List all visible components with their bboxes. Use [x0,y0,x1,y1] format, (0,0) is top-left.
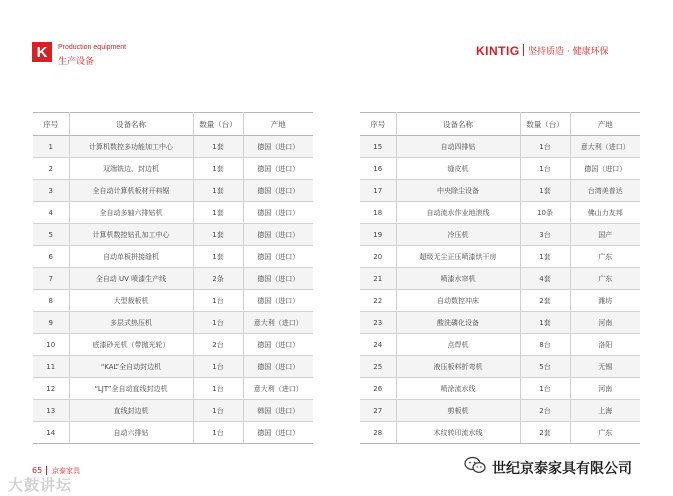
cell-equipment-name: 自动数控冲床 [396,290,520,312]
cell-quantity: 1台 [193,378,243,400]
cell-index: 2 [33,158,69,180]
wechat-icon [464,456,486,474]
table-row [33,246,313,268]
column-header-name: 设备名称 [396,113,520,136]
cell-origin: 德国（进口） [243,422,313,444]
cell-equipment-name: 自动单板拼接缝机 [69,246,193,268]
section-title-cn: 生产设备 [58,57,95,67]
table-row [360,158,640,180]
cell-quantity: 1台 [193,422,243,444]
cell-equipment-name: 自动六排钻 [69,422,193,444]
cell-index: 17 [360,180,396,202]
cell-equipment-name: 双端铣边、封边机 [69,158,193,180]
brand-slogan: 坚持质造 · 健康环保 [528,47,609,57]
cell-quantity: 1套 [193,202,243,224]
logo-letter: K [36,43,48,61]
table-row [360,356,640,378]
cell-index: 21 [360,268,396,290]
cell-quantity: 10条 [520,202,570,224]
table-header-row [360,113,640,136]
cell-equipment-name: 冷压机 [396,224,520,246]
cell-index: 11 [33,356,69,378]
cell-origin: 意大利（进口） [570,136,640,158]
cell-equipment-name: 剪板机 [396,400,520,422]
cell-origin: 意大利（进口） [243,312,313,334]
brand-name: KINTIG [476,44,520,58]
cell-equipment-name: 自动四排钻 [396,136,520,158]
cell-origin: 无锡 [570,356,640,378]
table-row [360,224,640,246]
cell-index: 15 [360,136,396,158]
watermark-right: 世纪京泰家具有限公司 [492,461,632,477]
table-row [33,136,313,158]
cell-origin: 德国（进口） [243,334,313,356]
cell-origin: 德国（进口） [243,224,313,246]
cell-equipment-name: 酸洗磷化设备 [396,312,520,334]
table-row [360,400,640,422]
table-row [33,202,313,224]
cell-index: 12 [33,378,69,400]
cell-quantity: 1台 [193,290,243,312]
table-row [33,422,313,444]
cell-index: 5 [33,224,69,246]
table-row [360,136,640,158]
cell-origin: 河南 [570,312,640,334]
cell-origin: 广东 [570,246,640,268]
cell-quantity: 1套 [520,246,570,268]
page-number: 65 [32,466,43,475]
cell-index: 10 [33,334,69,356]
cell-origin: 台湾美普达 [570,180,640,202]
column-header-name: 设备名称 [69,113,193,136]
cell-equipment-name: 液压板料折弯机 [396,356,520,378]
cell-quantity: 1套 [193,246,243,268]
table-row [33,312,313,334]
cell-origin: 意大利（进口） [243,378,313,400]
cell-equipment-name: 计算机数控钻孔加工中心 [69,224,193,246]
cell-equipment-name: 木纹转印流水线 [396,422,520,444]
cell-index: 6 [33,246,69,268]
cell-origin: 河南 [570,378,640,400]
table-row [360,378,640,400]
table-row [360,312,640,334]
cell-index: 20 [360,246,396,268]
cell-index: 1 [33,136,69,158]
cell-quantity: 1套 [193,158,243,180]
cell-index: 3 [33,180,69,202]
cell-index: 13 [33,400,69,422]
cell-equipment-name: 直线封边机 [69,400,193,422]
cell-quantity: 1台 [520,378,570,400]
cell-quantity: 8台 [520,334,570,356]
table-row [33,180,313,202]
cell-origin: 德国（进口） [243,136,313,158]
cell-origin: 潍坊 [570,290,640,312]
cell-equipment-name: “LJT”全自动直线封边机 [69,378,193,400]
cell-equipment-name: 自动流水作业地滚线 [396,202,520,224]
column-header-index: 序号 [33,113,69,136]
cell-origin: 德国（进口） [570,158,640,180]
column-header-quantity: 数量（台） [520,113,570,136]
cell-quantity: 2台 [193,334,243,356]
table-row [33,268,313,290]
cell-origin: 上海 [570,400,640,422]
cell-equipment-name: 大型裁板机 [69,290,193,312]
table-row [33,334,313,356]
watermark-left: 大鼓讲坛 [8,476,73,494]
footer-brand: 京泰家具 [52,467,80,475]
cell-equipment-name: 喷漆水帘机 [396,268,520,290]
cell-index: 22 [360,290,396,312]
cell-origin: 德国（进口） [243,180,313,202]
column-header-origin: 产地 [243,113,313,136]
cell-index: 7 [33,268,69,290]
table-row [33,356,313,378]
cell-origin: 德国（进口） [243,202,313,224]
table-row [33,158,313,180]
cell-index: 9 [33,312,69,334]
cell-equipment-name: 底漆砂光机（带抛光轮） [69,334,193,356]
column-header-origin: 产地 [570,113,640,136]
cell-quantity: 2套 [520,290,570,312]
cell-index: 24 [360,334,396,356]
cell-equipment-name: 全自动多轴六排钻机 [69,202,193,224]
cell-equipment-name: 计算机数控多功能加工中心 [69,136,193,158]
cell-origin: 国产 [570,224,640,246]
cell-origin: 德国（进口） [243,290,313,312]
cell-index: 16 [360,158,396,180]
cell-quantity: 2条 [193,268,243,290]
cell-quantity: 1套 [520,312,570,334]
cell-index: 18 [360,202,396,224]
cell-equipment-name: 点焊机 [396,334,520,356]
cell-index: 25 [360,356,396,378]
table-row [360,422,640,444]
table-row [33,378,313,400]
cell-quantity: 1台 [193,400,243,422]
section-title-en: Production equipment [58,44,127,51]
brand-logo [32,42,52,62]
cell-origin: 广东 [570,268,640,290]
cell-origin: 德国（进口） [243,356,313,378]
cell-quantity: 1台 [520,136,570,158]
cell-quantity: 1套 [193,180,243,202]
cell-equipment-name: 超级无尘正压喷漆烘干房 [396,246,520,268]
cell-origin: 韩国（进口） [243,400,313,422]
cell-index: 23 [360,312,396,334]
table-row [33,400,313,422]
cell-quantity: 1台 [193,312,243,334]
cell-origin: 佛山力友邦 [570,202,640,224]
cell-index: 4 [33,202,69,224]
table-row [33,290,313,312]
cell-origin: 德国（进口） [243,246,313,268]
cell-index: 8 [33,290,69,312]
table-row [360,268,640,290]
cell-quantity: 3台 [520,224,570,246]
table-row [360,180,640,202]
column-header-index: 序号 [360,113,396,136]
brand-divider [523,44,524,56]
cell-origin: 广东 [570,422,640,444]
cell-equipment-name: 多层式热压机 [69,312,193,334]
cell-quantity: 1台 [193,356,243,378]
table-row [33,224,313,246]
cell-quantity: 1套 [520,180,570,202]
cell-quantity: 1套 [193,136,243,158]
cell-index: 27 [360,400,396,422]
table-row [360,246,640,268]
cell-quantity: 5台 [520,356,570,378]
cell-quantity: 1套 [193,224,243,246]
cell-origin: 德国（进口） [243,268,313,290]
cell-equipment-name: 全自动 UV 喷漆生产线 [69,268,193,290]
cell-quantity: 1台 [520,158,570,180]
cell-origin: 德国（进口） [243,158,313,180]
cell-index: 26 [360,378,396,400]
table-row [360,202,640,224]
cell-equipment-name: 中央除尘设备 [396,180,520,202]
equipment-table-right [360,112,640,444]
cell-quantity: 2台 [520,400,570,422]
table-row [360,290,640,312]
cell-quantity: 2套 [520,422,570,444]
cell-equipment-name: 全自动计算机板材开料锯 [69,180,193,202]
equipment-table-left [33,112,313,444]
cell-origin: 洛阳 [570,334,640,356]
cell-quantity: 4套 [520,268,570,290]
table-header-row [33,113,313,136]
table-row [360,334,640,356]
cell-index: 14 [33,422,69,444]
cell-equipment-name: 喷涂流水线 [396,378,520,400]
cell-equipment-name: “KAL”全自动封边机 [69,356,193,378]
cell-equipment-name: 缝皮机 [396,158,520,180]
cell-index: 19 [360,224,396,246]
cell-index: 28 [360,422,396,444]
column-header-quantity: 数量（台） [193,113,243,136]
